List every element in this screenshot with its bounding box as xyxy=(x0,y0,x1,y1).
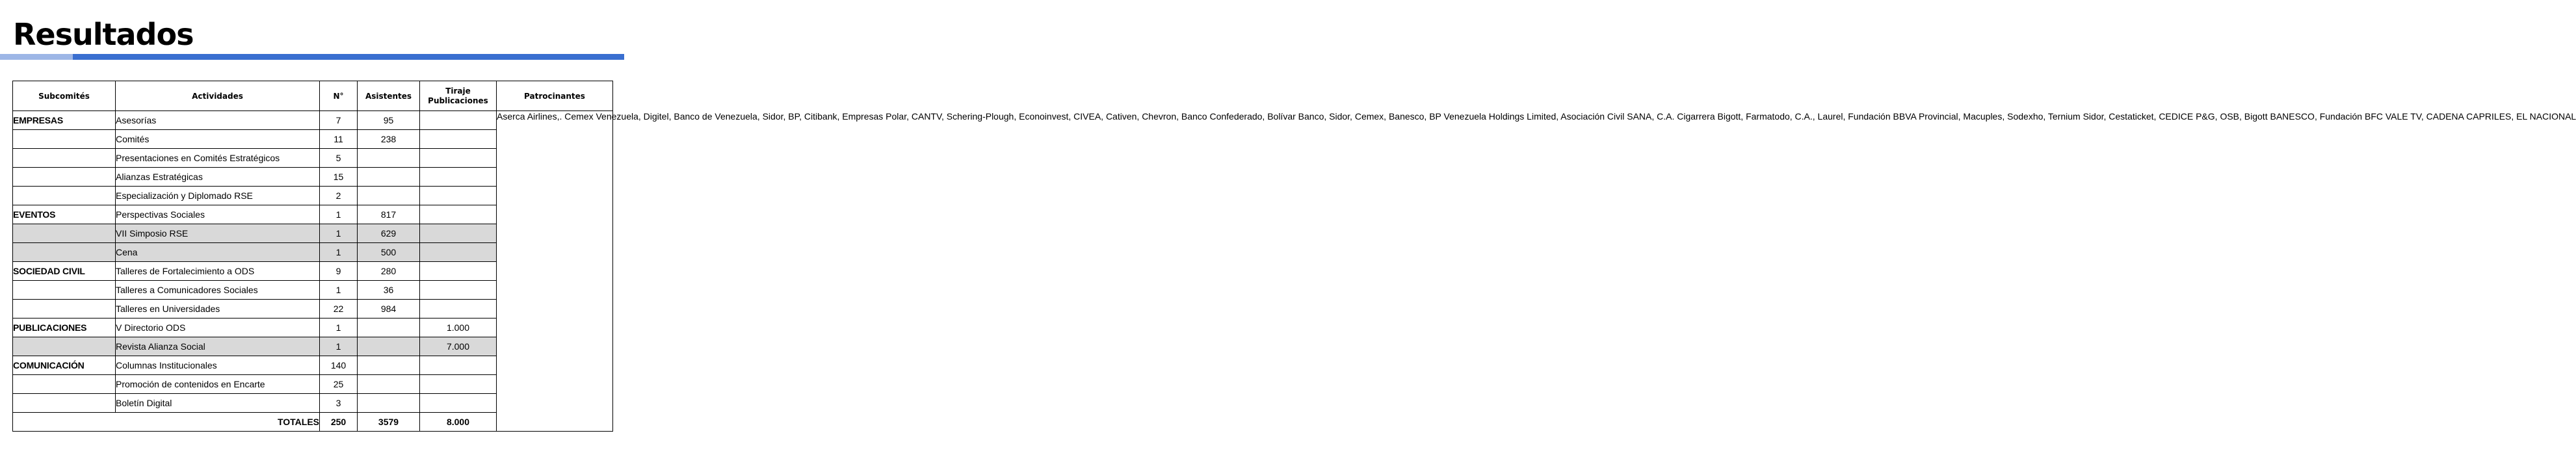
table-body xyxy=(13,111,2576,432)
actividad-cell: V Directorio ODS xyxy=(116,318,320,337)
asistentes-cell xyxy=(358,337,420,356)
tiraje-cell xyxy=(420,300,497,318)
patrocinantes-cell: Aserca Airlines,. Cemex Venezuela, Digitel, Banco de Venezuela, Sidor, BP, Citibank, Empresas Polar, CANTV, Schering-Plough, Econoinvest, CIVEA, Cativen, Chevron, Banco Confederado, Bolívar Banco, Sidor, Cemex, Banesco, BP Venezuela Holdings Limited, Asociación Civil SANA, C.A. Cigarrera Bigott, Farmatodo, C.A., Laurel, Fundación BBVA Provincial, Macuples, Sodexho, Ternium Sidor, Cestaticket, CEDICE P&G, OSB, Bigott BANESCO, Fundación BFC VALE TV, CADENA CAPRILES, EL NACIONAL xyxy=(497,111,613,432)
tiraje-cell xyxy=(420,375,497,394)
header-numero: N° xyxy=(320,81,358,111)
numero-cell: 1 xyxy=(320,205,358,224)
tiraje-cell xyxy=(420,281,497,300)
header-patrocinantes: Patrocinantes xyxy=(497,81,613,111)
actividad-cell: Promoción de contenidos en Encarte xyxy=(116,375,320,394)
numero-cell: 1 xyxy=(320,318,358,337)
asistentes-cell: 280 xyxy=(358,262,420,281)
header-subcomites: Subcomités xyxy=(13,81,116,111)
tiraje-cell xyxy=(420,262,497,281)
asistentes-cell xyxy=(358,375,420,394)
title-underline-bar xyxy=(0,54,624,60)
subcomite-cell xyxy=(13,375,116,394)
table-row xyxy=(13,111,613,130)
header-asistentes: Asistentes xyxy=(358,81,420,111)
header-actividades: Actividades xyxy=(116,81,320,111)
asistentes-cell xyxy=(358,356,420,375)
actividad-cell: Alianzas Estratégicas xyxy=(116,168,320,187)
numero-cell: 140 xyxy=(320,356,358,375)
results-table xyxy=(12,81,2576,432)
subcomite-cell xyxy=(13,300,116,318)
actividad-cell: Talleres de Fortalecimiento a ODS xyxy=(116,262,320,281)
actividad-cell: Revista Alianza Social xyxy=(116,337,320,356)
subcomite-cell: EVENTOS xyxy=(13,205,116,224)
numero-cell: 7 xyxy=(320,111,358,130)
numero-cell: 15 xyxy=(320,168,358,187)
asistentes-cell: 238 xyxy=(358,130,420,149)
numero-cell: 3 xyxy=(320,394,358,413)
actividad-cell: VII Simposio RSE xyxy=(116,224,320,243)
subcomite-cell xyxy=(13,187,116,205)
actividad-cell: Boletín Digital xyxy=(116,394,320,413)
asistentes-cell: 95 xyxy=(358,111,420,130)
actividad-cell: Asesorías xyxy=(116,111,320,130)
asistentes-cell xyxy=(358,168,420,187)
actividad-cell: Talleres en Universidades xyxy=(116,300,320,318)
numero-cell: 1 xyxy=(320,224,358,243)
numero-cell: 5 xyxy=(320,149,358,168)
totals-numero: 250 xyxy=(320,413,358,432)
subcomite-cell xyxy=(13,394,116,413)
title-bar-light-segment xyxy=(0,54,73,60)
header-tiraje: Tiraje Publicaciones xyxy=(420,81,497,111)
totals-tiraje: 8.000 xyxy=(420,413,497,432)
actividad-cell: Talleres a Comunicadores Sociales xyxy=(116,281,320,300)
tiraje-cell xyxy=(420,205,497,224)
numero-cell: 1 xyxy=(320,281,358,300)
tiraje-cell xyxy=(420,187,497,205)
asistentes-cell: 500 xyxy=(358,243,420,262)
title-bar-dark-segment xyxy=(73,54,624,60)
subcomite-cell: SOCIEDAD CIVIL xyxy=(13,262,116,281)
tiraje-cell xyxy=(420,224,497,243)
tiraje-cell: 7.000 xyxy=(420,337,497,356)
tiraje-cell xyxy=(420,149,497,168)
asistentes-cell xyxy=(358,318,420,337)
actividad-cell: Cena xyxy=(116,243,320,262)
asistentes-cell xyxy=(358,187,420,205)
numero-cell: 1 xyxy=(320,243,358,262)
asistentes-cell: 629 xyxy=(358,224,420,243)
subcomite-cell: EMPRESAS xyxy=(13,111,116,130)
table-header-row xyxy=(13,81,613,111)
tiraje-cell xyxy=(420,243,497,262)
page-title: Resultados xyxy=(13,17,194,52)
asistentes-cell xyxy=(358,394,420,413)
actividad-cell: Perspectivas Sociales xyxy=(116,205,320,224)
totals-asistentes: 3579 xyxy=(358,413,420,432)
numero-cell: 11 xyxy=(320,130,358,149)
numero-cell: 22 xyxy=(320,300,358,318)
tiraje-cell xyxy=(420,130,497,149)
actividad-cell: Comités xyxy=(116,130,320,149)
tiraje-cell: 1.000 xyxy=(420,318,497,337)
actividad-cell: Columnas Institucionales xyxy=(116,356,320,375)
actividad-cell: Presentaciones en Comités Estratégicos xyxy=(116,149,320,168)
asistentes-cell: 817 xyxy=(358,205,420,224)
tiraje-cell xyxy=(420,111,497,130)
tiraje-cell xyxy=(420,168,497,187)
subcomite-cell xyxy=(13,149,116,168)
subcomite-cell: PUBLICACIONES xyxy=(13,318,116,337)
asistentes-cell: 984 xyxy=(358,300,420,318)
numero-cell: 2 xyxy=(320,187,358,205)
asistentes-cell xyxy=(358,149,420,168)
numero-cell: 1 xyxy=(320,337,358,356)
numero-cell: 9 xyxy=(320,262,358,281)
subcomite-cell xyxy=(13,337,116,356)
totals-label: TOTALES xyxy=(13,413,320,432)
subcomite-cell xyxy=(13,224,116,243)
subcomite-cell xyxy=(13,281,116,300)
subcomite-cell xyxy=(13,243,116,262)
asistentes-cell: 36 xyxy=(358,281,420,300)
subcomite-cell xyxy=(13,168,116,187)
numero-cell: 25 xyxy=(320,375,358,394)
actividad-cell: Especialización y Diplomado RSE xyxy=(116,187,320,205)
tiraje-cell xyxy=(420,394,497,413)
subcomite-cell xyxy=(13,130,116,149)
tiraje-cell xyxy=(420,356,497,375)
subcomite-cell: COMUNICACIÓN xyxy=(13,356,116,375)
